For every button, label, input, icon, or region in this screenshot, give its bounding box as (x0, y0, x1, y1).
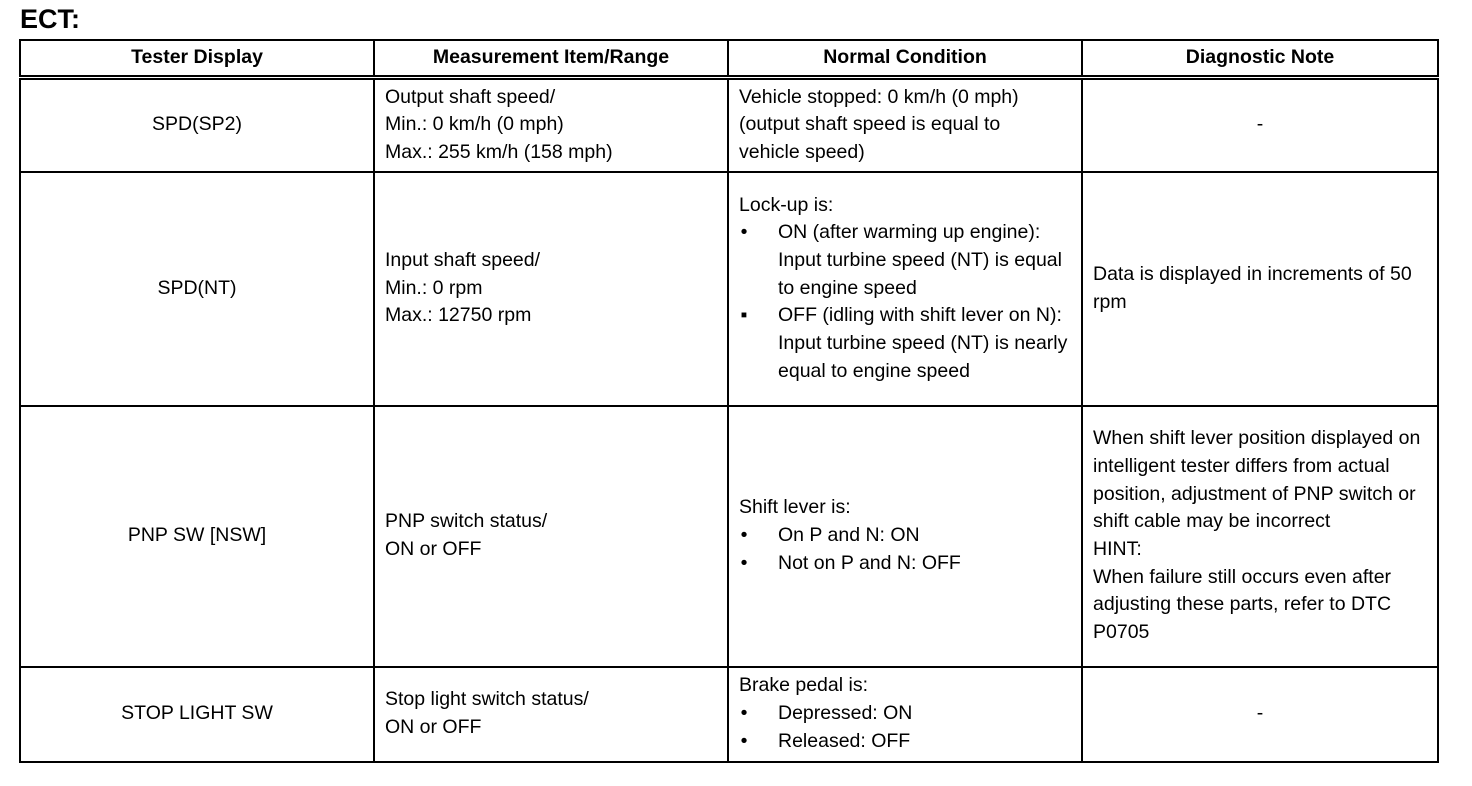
bullet-item (739, 522, 1071, 550)
ect-data-table (19, 39, 1439, 763)
measurement-cell (374, 78, 728, 172)
normal-condition-intro: Shift lever is: (739, 496, 851, 519)
normal-condition-cell (728, 406, 1082, 667)
normal-condition-bullet-list (739, 522, 1071, 577)
measurement-line: Input shaft speed/ (385, 248, 541, 271)
measurement-line: Min.: 0 km/h (0 mph) (385, 113, 564, 136)
table-row (20, 78, 1438, 172)
bullet-icon: ▪ (740, 304, 748, 327)
measurement-cell (374, 406, 728, 667)
diagnostic-note-text: Data is displayed in increments of 50 rpm (1093, 262, 1412, 313)
bullet-item (739, 550, 1071, 578)
measurement-line: Max.: 255 km/h (158 mph) (385, 141, 613, 164)
bullet-icon: • (740, 702, 748, 725)
normal-condition-bullet-list (739, 700, 1071, 755)
bullet-item (739, 219, 1071, 302)
diagnostic-note-hint-label: HINT: (1093, 538, 1142, 560)
diagnostic-note-hint-text: When failure still occurs even after adjusting these parts, refer to DTC P0705 (1093, 565, 1392, 644)
bullet-icon: • (740, 524, 748, 547)
bullet-text: OFF (idling with shift lever on N): Input turbine speed (NT) is nearly equal to engine speed (778, 304, 1068, 382)
measurement-cell (374, 172, 728, 406)
diagnostic-note-text: - (1256, 702, 1264, 725)
tester-display-cell: STOP LIGHT SW (20, 667, 374, 762)
diagnostic-note-cell (1082, 406, 1438, 667)
bullet-icon: • (740, 551, 748, 574)
measurement-line: ON or OFF (385, 538, 482, 560)
normal-condition-intro: Vehicle stopped: 0 km/h (0 mph) (739, 85, 1019, 108)
bullet-text: Released: OFF (778, 729, 911, 752)
page-heading: ECT: (20, 4, 80, 34)
tester-display-cell: PNP SW [NSW] (20, 406, 374, 667)
measurement-line: Stop light switch status/ (385, 688, 589, 711)
normal-condition-intro: Brake pedal is: (739, 674, 868, 697)
bullet-text: Not on P and N: OFF (778, 551, 961, 574)
table-row (20, 172, 1438, 406)
diagnostic-note-text: When shift lever position displayed on intelligent tester differs from actual position, adjustment of PNP switch or shift cable may be incorrect (1093, 427, 1421, 533)
table-row (20, 667, 1438, 762)
bullet-text: ON (after warming up engine): Input turbine speed (NT) is equal to engine speed (778, 221, 1062, 299)
diagnostic-note-cell (1082, 172, 1438, 406)
measurement-line: Min.: 0 rpm (385, 276, 483, 299)
diagnostic-note-text: - (1256, 113, 1264, 136)
normal-condition-cell (728, 172, 1082, 406)
measurement-line: ON or OFF (385, 716, 482, 738)
table-row (20, 406, 1438, 667)
bullet-icon: • (740, 221, 748, 244)
header-diagnostic-note: Diagnostic Note (1082, 40, 1438, 78)
normal-condition-bullet-list (739, 219, 1071, 385)
header-measurement-item: Measurement Item/Range (374, 40, 728, 78)
tester-display-cell: SPD(NT) (20, 172, 374, 406)
bullet-text: Depressed: ON (778, 702, 913, 725)
normal-condition-line: vehicle speed) (739, 141, 865, 164)
normal-condition-line: (output shaft speed is equal to (739, 113, 1001, 136)
normal-condition-cell (728, 78, 1082, 172)
normal-condition-intro: Lock-up is: (739, 193, 834, 216)
normal-condition-cell (728, 667, 1082, 762)
measurement-line: PNP switch status/ (385, 510, 548, 533)
diagnostic-note-cell (1082, 78, 1438, 172)
bullet-item (739, 700, 1071, 728)
measurement-cell (374, 667, 728, 762)
bullet-icon: • (740, 729, 748, 752)
bullet-text: On P and N: ON (778, 524, 920, 547)
measurement-line: Output shaft speed/ (385, 85, 556, 108)
tester-display-cell: SPD(SP2) (20, 78, 374, 172)
table-header-row (20, 40, 1438, 78)
header-tester-display: Tester Display (20, 40, 374, 78)
diagnostic-note-cell (1082, 667, 1438, 762)
bullet-item (739, 728, 1071, 756)
header-normal-condition: Normal Condition (728, 40, 1082, 78)
measurement-line: Max.: 12750 rpm (385, 304, 532, 327)
bullet-item (739, 302, 1071, 385)
